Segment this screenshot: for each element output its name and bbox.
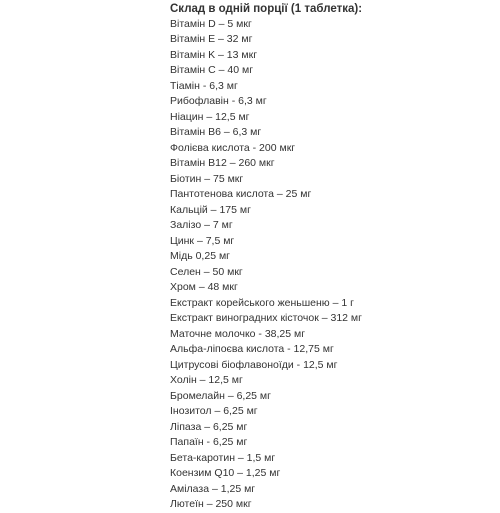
ingredient-item: Фолієва кислота - 200 мкг xyxy=(170,141,296,154)
ingredient-item: Кальцій – 175 мг xyxy=(170,203,251,216)
ingredient-item: Коензим Q10 – 1,25 мг xyxy=(170,467,281,479)
ingredient-item: Тіамін - 6,3 мг xyxy=(170,79,238,92)
ingredient-item: Альфа-ліпоєва кислота - 12,75 мг xyxy=(170,343,334,355)
ingredient-item: Лютеїн – 250 мкг xyxy=(170,498,252,510)
ingredient-item: Вітамін C – 40 мг xyxy=(170,64,254,76)
ingredient-item: Хром – 48 мкг xyxy=(170,281,238,293)
ingredient-item: Пантотенова кислота – 25 мг xyxy=(170,188,312,200)
ingredient-item: Екстракт виноградних кісточок – 312 мг xyxy=(170,312,362,324)
ingredient-item: Селен – 50 мкг xyxy=(170,265,243,278)
ingredient-item: Вітамін B12 – 260 мкг xyxy=(170,157,275,169)
ingredient-item: Біотин – 75 мкг xyxy=(170,172,244,185)
ingredient-item: Рибофлавін - 6,3 мг xyxy=(170,95,267,107)
ingredient-item: Цитрусові біофлавоноїди - 12,5 мг xyxy=(170,358,338,371)
ingredient-item: Інозитол – 6,25 мг xyxy=(170,405,258,417)
ingredient-item: Маточне молочко - 38,25 мг xyxy=(170,327,306,340)
ingredient-item: Бромелайн – 6,25 мг xyxy=(170,389,271,402)
ingredient-item: Холін – 12,5 мг xyxy=(170,374,243,386)
ingredient-item: Вітамін K – 13 мкг xyxy=(170,48,258,61)
ingredient-item: Бета-каротин – 1,5 мг xyxy=(170,451,276,464)
ingredient-item: Амілаза – 1,25 мг xyxy=(170,482,256,495)
ingredient-item: Вітамін B6 – 6,3 мг xyxy=(170,126,262,138)
ingredient-item: Папаїн - 6,25 мг xyxy=(170,436,248,448)
ingredient-item: Вітамін E – 32 мг xyxy=(170,33,253,45)
ingredient-item: Екстракт корейського женьшеню – 1 г xyxy=(170,296,354,309)
ingredient-item: Мідь 0,25 мг xyxy=(170,250,230,262)
ingredient-item: Ліпаза – 6,25 мг xyxy=(170,420,248,433)
ingredient-list xyxy=(170,17,362,513)
ingredient-item: Цинк – 7,5 мг xyxy=(170,234,235,247)
composition-heading: Склад в одній порції (1 таблетка): xyxy=(170,3,363,15)
ingredient-item: Ніацин – 12,5 мг xyxy=(170,110,250,123)
ingredient-item: Залізо – 7 мг xyxy=(170,219,233,231)
ingredient-item: Вітамін D – 5 мкг xyxy=(170,17,252,30)
